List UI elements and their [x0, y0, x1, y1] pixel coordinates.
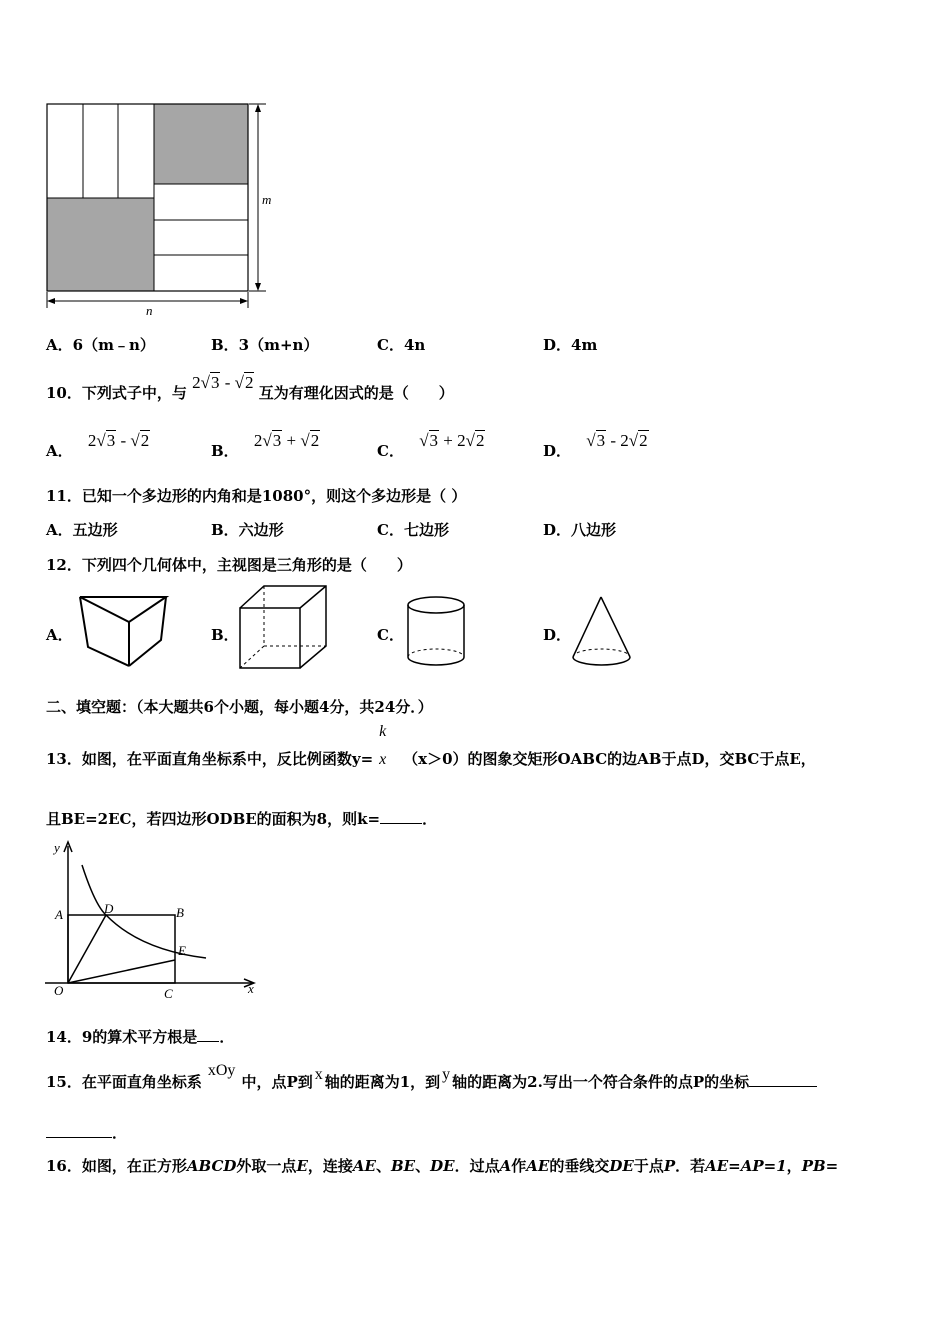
q13-line2: 且BE=2EC，若四边形ODBE的面积为8，则k= ． — [46, 810, 438, 828]
q9-figure — [40, 98, 280, 320]
section-heading: 二、填空题：（本大题共6个小题，每小题4分，共24分．） — [46, 698, 433, 716]
q16-stem: 16．如图，在正方形ABCD外取一点E，连接AE、BE、DE．过点A作AE的垂线交DE于点P．若AE=AP=1，PB= — [46, 1157, 839, 1175]
q13-figure — [40, 836, 265, 1006]
q11-option-d[interactable]: D．八边形 — [543, 521, 617, 539]
label-B: B — [176, 905, 184, 920]
q11-option-b[interactable]: B．六边形 — [211, 521, 284, 539]
q12-option-c[interactable]: C． — [377, 626, 404, 644]
triangular-prism-icon — [76, 590, 172, 670]
q9-option-b[interactable]: B．3（m+n） — [211, 336, 319, 354]
cone-icon — [568, 592, 638, 672]
q15-answer-blank-1[interactable] — [749, 1086, 817, 1087]
q15-stem: 15．在平面直角坐标系xOy中，点P到 x 轴的距离为1，到 y 轴的距离为2.写出一个符合条件的点P的坐标 — [46, 1075, 817, 1091]
label-D: D — [104, 901, 114, 916]
label-y: y — [54, 840, 60, 855]
q10-option-b[interactable]: B． 2√3 + √2 — [211, 431, 320, 460]
q15-continuation: ． — [46, 1126, 127, 1141]
q13-line1: 13．如图，在平面直角坐标系中，反比例函数y= k x （x＞0）的图象交矩形OABC的边AB于点D，交BC于点E， — [46, 723, 816, 768]
label-x: x — [248, 981, 254, 996]
q11-stem: 11．已知一个多边形的内角和是1080°，则这个多边形是（ ） — [46, 487, 467, 505]
q11-option-a[interactable]: A．五边形 — [46, 521, 118, 539]
q9-option-c[interactable]: C．4n — [377, 336, 426, 354]
cube-icon — [236, 582, 332, 674]
shaded-rect-bottom-left — [47, 198, 154, 291]
q12-option-b[interactable]: B． — [211, 626, 239, 644]
q15-answer-blank-2[interactable] — [46, 1137, 112, 1138]
q11-option-c[interactable]: C．七边形 — [377, 521, 449, 539]
q13-answer-blank[interactable] — [380, 823, 422, 824]
q14-answer-blank[interactable] — [197, 1041, 219, 1042]
shaded-rect-top-right — [154, 104, 248, 184]
label-E: E — [178, 943, 186, 958]
cylinder-icon — [402, 592, 472, 672]
label-n: n — [146, 303, 153, 318]
q14-stem: 14．9的算术平方根是 ． — [46, 1028, 235, 1046]
q10-option-c[interactable]: C． √3 + 2√2 — [377, 431, 485, 460]
q12-option-a[interactable]: A． — [46, 626, 73, 644]
q9-option-d[interactable]: D．4m — [543, 336, 598, 354]
label-m: m — [262, 192, 272, 207]
q10-stem: 10．下列式子中，与 2√3 - √2 互为有理化因式的是（ ） — [46, 373, 454, 402]
q10-option-d[interactable]: D． √3 - 2√2 — [543, 431, 648, 460]
q9-option-a[interactable]: A．6（m﹣n） — [46, 336, 155, 354]
label-A: A — [55, 907, 63, 922]
q12-option-d[interactable]: D． — [543, 626, 572, 644]
label-O: O — [54, 983, 64, 998]
q12-stem: 12．下列四个几何体中，主视图是三角形的是（ ） — [46, 556, 412, 574]
label-C: C — [164, 986, 173, 1001]
q10-option-a[interactable]: A． 2√3 - √2 — [46, 431, 150, 460]
